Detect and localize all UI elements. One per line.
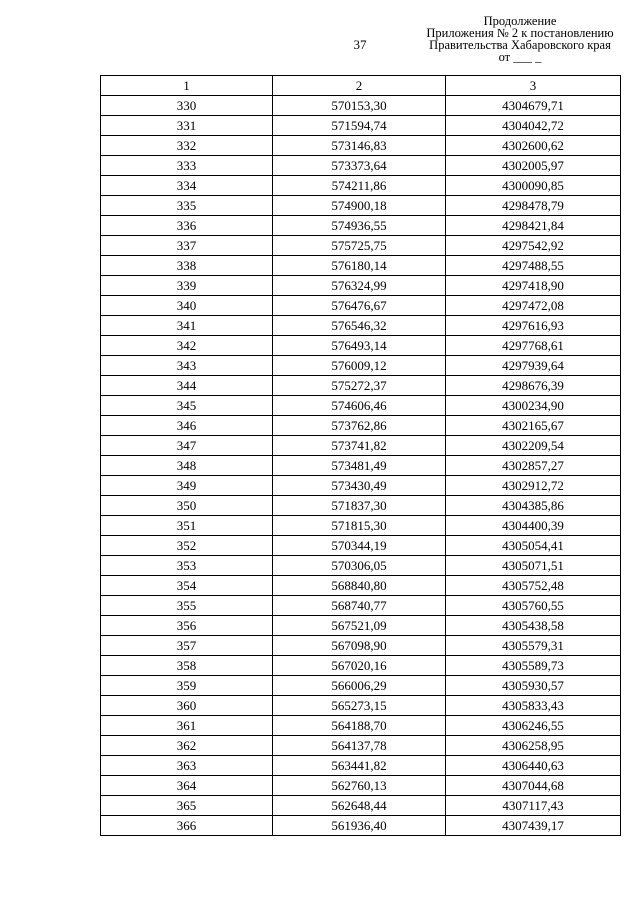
cell-point-number: 364 <box>101 776 273 796</box>
cell-point-number: 357 <box>101 636 273 656</box>
cell-point-number: 359 <box>101 676 273 696</box>
table-row <box>101 676 621 696</box>
table-row <box>101 356 621 376</box>
cell-x-coordinate: 562760,13 <box>273 776 446 796</box>
cell-y-coordinate: 4302857,27 <box>446 456 621 476</box>
table-row <box>101 136 621 156</box>
cell-y-coordinate: 4304385,86 <box>446 496 621 516</box>
cell-point-number: 362 <box>101 736 273 756</box>
column-header-number: 1 <box>101 76 273 96</box>
cell-y-coordinate: 4302005,97 <box>446 156 621 176</box>
cell-y-coordinate: 4302600,62 <box>446 136 621 156</box>
table-row <box>101 116 621 136</box>
header-line-date: от ___ _ <box>498 50 542 64</box>
cell-point-number: 361 <box>101 716 273 736</box>
cell-y-coordinate: 4302912,72 <box>446 476 621 496</box>
cell-x-coordinate: 563441,82 <box>273 756 446 776</box>
cell-point-number: 336 <box>101 216 273 236</box>
cell-point-number: 363 <box>101 756 273 776</box>
table-row <box>101 396 621 416</box>
cell-y-coordinate: 4297472,08 <box>446 296 621 316</box>
cell-x-coordinate: 571815,30 <box>273 516 446 536</box>
table-row <box>101 196 621 216</box>
cell-y-coordinate: 4305589,73 <box>446 656 621 676</box>
cell-x-coordinate: 575272,37 <box>273 376 446 396</box>
cell-point-number: 333 <box>101 156 273 176</box>
table-row <box>101 756 621 776</box>
table-row <box>101 456 621 476</box>
table-row <box>101 656 621 676</box>
cell-x-coordinate: 573373,64 <box>273 156 446 176</box>
cell-x-coordinate: 574211,86 <box>273 176 446 196</box>
cell-x-coordinate: 567020,16 <box>273 656 446 676</box>
cell-y-coordinate: 4304679,71 <box>446 96 621 116</box>
cell-point-number: 360 <box>101 696 273 716</box>
column-header-y: 3 <box>446 76 621 96</box>
cell-x-coordinate: 574900,18 <box>273 196 446 216</box>
cell-x-coordinate: 576009,12 <box>273 356 446 376</box>
cell-point-number: 339 <box>101 276 273 296</box>
cell-y-coordinate: 4305438,58 <box>446 616 621 636</box>
cell-y-coordinate: 4298421,84 <box>446 216 621 236</box>
table-row <box>101 716 621 736</box>
cell-y-coordinate: 4305752,48 <box>446 576 621 596</box>
table-row <box>101 696 621 716</box>
column-header-x: 2 <box>273 76 446 96</box>
cell-y-coordinate: 4305579,31 <box>446 636 621 656</box>
table-row <box>101 256 621 276</box>
cell-x-coordinate: 575725,75 <box>273 236 446 256</box>
cell-y-coordinate: 4302165,67 <box>446 416 621 436</box>
cell-point-number: 347 <box>101 436 273 456</box>
table-row <box>101 276 621 296</box>
cell-x-coordinate: 573430,49 <box>273 476 446 496</box>
cell-x-coordinate: 573481,49 <box>273 456 446 476</box>
table-row <box>101 736 621 756</box>
table-row <box>101 376 621 396</box>
table-row <box>101 636 621 656</box>
cell-point-number: 334 <box>101 176 273 196</box>
cell-y-coordinate: 4297768,61 <box>446 336 621 356</box>
cell-point-number: 338 <box>101 256 273 276</box>
cell-point-number: 340 <box>101 296 273 316</box>
cell-y-coordinate: 4298478,79 <box>446 196 621 216</box>
cell-point-number: 349 <box>101 476 273 496</box>
cell-x-coordinate: 564188,70 <box>273 716 446 736</box>
cell-x-coordinate: 567521,09 <box>273 616 446 636</box>
cell-point-number: 358 <box>101 656 273 676</box>
cell-x-coordinate: 573146,83 <box>273 136 446 156</box>
cell-x-coordinate: 573741,82 <box>273 436 446 456</box>
cell-point-number: 355 <box>101 596 273 616</box>
header-line-continuation: Продолжение <box>483 14 557 28</box>
cell-point-number: 365 <box>101 796 273 816</box>
cell-y-coordinate: 4297418,90 <box>446 276 621 296</box>
cell-x-coordinate: 568840,80 <box>273 576 446 596</box>
cell-x-coordinate: 576546,32 <box>273 316 446 336</box>
cell-point-number: 332 <box>101 136 273 156</box>
page-number: 37 <box>353 37 367 52</box>
table-row <box>101 596 621 616</box>
header-line-government: Правительства Хабаровского края <box>429 38 611 52</box>
table-row <box>101 336 621 356</box>
cell-point-number: 337 <box>101 236 273 256</box>
cell-y-coordinate: 4307439,17 <box>446 816 621 836</box>
cell-point-number: 348 <box>101 456 273 476</box>
table-row <box>101 176 621 196</box>
cell-y-coordinate: 4305054,41 <box>446 536 621 556</box>
table-row <box>101 296 621 316</box>
cell-y-coordinate: 4306258,95 <box>446 736 621 756</box>
cell-y-coordinate: 4300090,85 <box>446 176 621 196</box>
cell-x-coordinate: 562648,44 <box>273 796 446 816</box>
cell-point-number: 350 <box>101 496 273 516</box>
cell-y-coordinate: 4307044,68 <box>446 776 621 796</box>
cell-x-coordinate: 576180,14 <box>273 256 446 276</box>
cell-y-coordinate: 4304400,39 <box>446 516 621 536</box>
table-header-row <box>101 76 621 96</box>
cell-point-number: 353 <box>101 556 273 576</box>
table-row <box>101 436 621 456</box>
table-row <box>101 556 621 576</box>
cell-x-coordinate: 573762,86 <box>273 416 446 436</box>
cell-x-coordinate: 564137,78 <box>273 736 446 756</box>
cell-point-number: 331 <box>101 116 273 136</box>
table-body <box>101 96 621 836</box>
cell-y-coordinate: 4297488,55 <box>446 256 621 276</box>
cell-y-coordinate: 4307117,43 <box>446 796 621 816</box>
table-row <box>101 516 621 536</box>
cell-point-number: 342 <box>101 336 273 356</box>
cell-y-coordinate: 4305760,55 <box>446 596 621 616</box>
table-row <box>101 316 621 336</box>
header-line-appendix: Приложения № 2 к постановлению <box>426 26 614 40</box>
cell-x-coordinate: 576324,99 <box>273 276 446 296</box>
cell-y-coordinate: 4297616,93 <box>446 316 621 336</box>
table-row <box>101 476 621 496</box>
cell-point-number: 341 <box>101 316 273 336</box>
cell-x-coordinate: 566006,29 <box>273 676 446 696</box>
table-row <box>101 156 621 176</box>
cell-x-coordinate: 570344,19 <box>273 536 446 556</box>
cell-y-coordinate: 4297939,64 <box>446 356 621 376</box>
cell-x-coordinate: 561936,40 <box>273 816 446 836</box>
table-row <box>101 616 621 636</box>
cell-x-coordinate: 568740,77 <box>273 596 446 616</box>
document-header <box>400 15 640 63</box>
cell-point-number: 351 <box>101 516 273 536</box>
cell-y-coordinate: 4305071,51 <box>446 556 621 576</box>
cell-y-coordinate: 4302209,54 <box>446 436 621 456</box>
cell-y-coordinate: 4300234,90 <box>446 396 621 416</box>
cell-point-number: 335 <box>101 196 273 216</box>
cell-point-number: 352 <box>101 536 273 556</box>
cell-point-number: 330 <box>101 96 273 116</box>
cell-y-coordinate: 4305833,43 <box>446 696 621 716</box>
cell-x-coordinate: 570306,05 <box>273 556 446 576</box>
table-row <box>101 816 621 836</box>
cell-y-coordinate: 4306246,55 <box>446 716 621 736</box>
coordinates-table <box>100 75 621 836</box>
table-row <box>101 236 621 256</box>
cell-point-number: 356 <box>101 616 273 636</box>
cell-point-number: 344 <box>101 376 273 396</box>
table-row <box>101 416 621 436</box>
cell-point-number: 354 <box>101 576 273 596</box>
cell-point-number: 343 <box>101 356 273 376</box>
cell-point-number: 346 <box>101 416 273 436</box>
cell-x-coordinate: 576476,67 <box>273 296 446 316</box>
cell-x-coordinate: 574936,55 <box>273 216 446 236</box>
table-row <box>101 496 621 516</box>
cell-y-coordinate: 4298676,39 <box>446 376 621 396</box>
table-row <box>101 96 621 116</box>
cell-x-coordinate: 567098,90 <box>273 636 446 656</box>
table-row <box>101 796 621 816</box>
cell-x-coordinate: 565273,15 <box>273 696 446 716</box>
table-row <box>101 776 621 796</box>
cell-x-coordinate: 571594,74 <box>273 116 446 136</box>
cell-y-coordinate: 4297542,92 <box>446 236 621 256</box>
cell-x-coordinate: 574606,46 <box>273 396 446 416</box>
table-row <box>101 216 621 236</box>
cell-x-coordinate: 570153,30 <box>273 96 446 116</box>
cell-point-number: 345 <box>101 396 273 416</box>
cell-y-coordinate: 4304042,72 <box>446 116 621 136</box>
cell-point-number: 366 <box>101 816 273 836</box>
table-row <box>101 536 621 556</box>
cell-y-coordinate: 4305930,57 <box>446 676 621 696</box>
table-row <box>101 576 621 596</box>
cell-y-coordinate: 4306440,63 <box>446 756 621 776</box>
cell-x-coordinate: 576493,14 <box>273 336 446 356</box>
cell-x-coordinate: 571837,30 <box>273 496 446 516</box>
